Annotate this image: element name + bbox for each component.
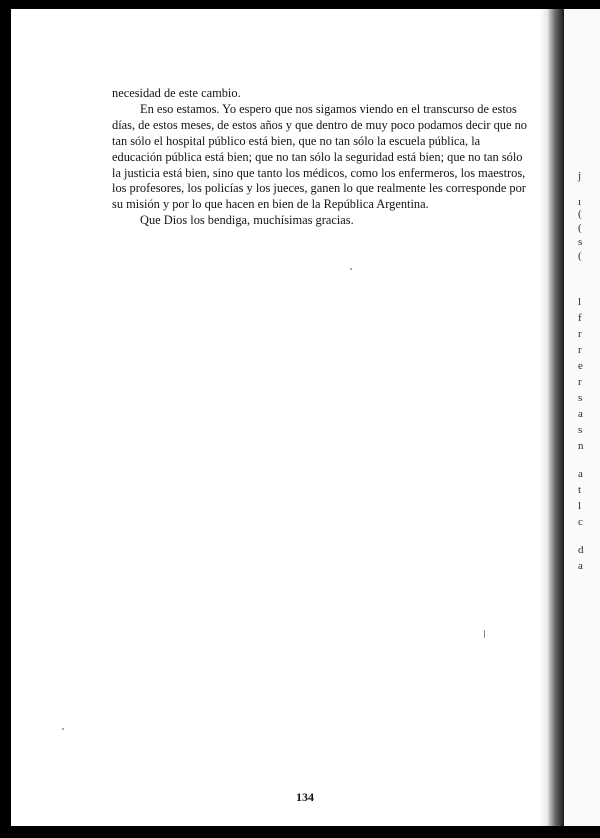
fragment-char: (: [578, 208, 582, 220]
fragment-char: s: [578, 392, 583, 404]
fragment-char: r: [578, 376, 582, 388]
fragment-char: r: [578, 328, 582, 340]
fragment-char: t: [578, 484, 582, 496]
fragment-char: j: [578, 170, 582, 182]
fragment-char: l: [578, 296, 582, 308]
page-body-text: [112, 86, 532, 229]
fragment-char: (: [578, 222, 582, 234]
fragment-char: s: [578, 236, 583, 248]
paragraph-3: Que Dios los bendiga, muchísimas gracias.: [140, 213, 354, 228]
fragment-char: l: [578, 500, 582, 512]
scan-border-bottom: [0, 826, 600, 838]
fragment-char: s: [578, 424, 583, 436]
scan-border-left: [0, 0, 11, 838]
fragment-char: r: [578, 344, 582, 356]
fragment-char: f: [578, 312, 582, 324]
scan-speck: [350, 268, 352, 270]
fragment-char: a: [578, 408, 583, 420]
scan-speck: [62, 728, 64, 730]
fragment-char: a: [578, 560, 583, 572]
fragment-char: n: [578, 440, 584, 452]
fragment-char: c: [578, 516, 583, 528]
fragment-char: d: [578, 544, 584, 556]
book-gutter: [548, 0, 564, 838]
fragment-char: a: [578, 468, 583, 480]
paragraph-1: necesidad de este cambio.: [112, 86, 241, 100]
scan-border-top: [0, 0, 600, 9]
fragment-char: e: [578, 360, 583, 372]
paragraph-2: En eso estamos. Yo espero que nos sigamos viendo en el transcurso de estos días, de estos meses, de estos años y que dentro de muy poco podamos decir que no tan sólo el hospital público está bien, que no tan sólo la escuela pública, la educación pública está bien; que no tan sólo la seguridad está bien; que no tan sólo la justicia está bien, sino que tanto los médicos, como los enfermeros, los maestros, los profesores, los policías y los jueces, ganen lo que realmente les corresponde por su misión y por lo que hacen en bien de la República Argentina.: [112, 101, 527, 212]
scan-speck: [484, 630, 485, 638]
page-number: 134: [296, 790, 314, 804]
fragment-char: ı: [578, 196, 582, 208]
fragment-char: (: [578, 250, 582, 262]
